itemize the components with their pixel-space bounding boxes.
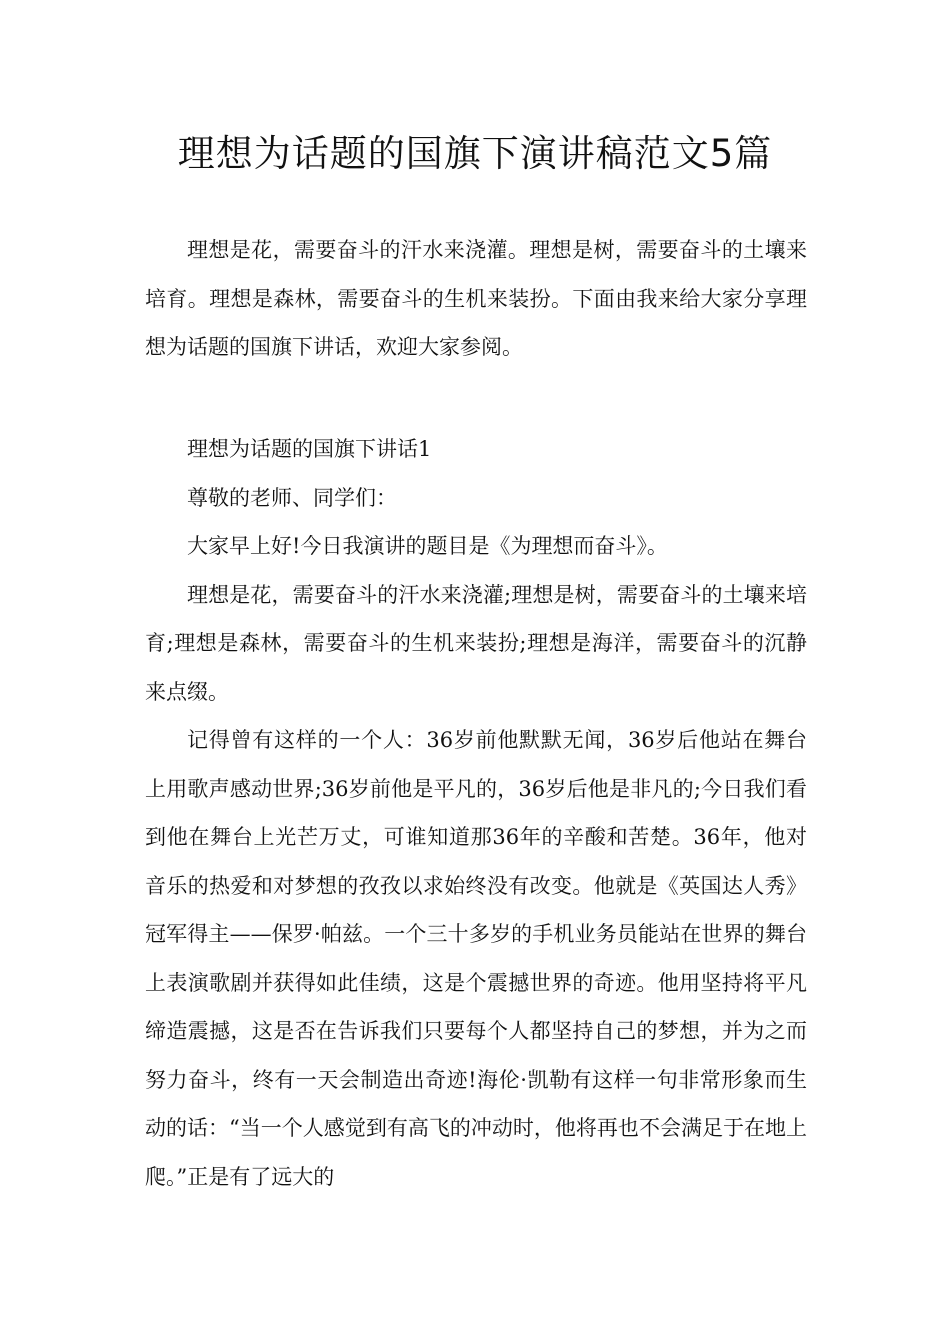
speech-section — [145, 425, 807, 1201]
intro-section — [145, 226, 807, 372]
speech-heading: 理想为话题的国旗下讲话1 — [187, 437, 432, 461]
body-paragraph: 记得曾有这样的一个人：36岁前他默默无闻，36岁后他站在舞台上用歌声感动世界;36岁前他是平凡的，36岁后他是非凡的;今日我们看到他在舞台上光芒万丈，可谁知道那36年的辛酸和苦楚。36年，他对音乐的热爱和对梦想的孜孜以求始终没有改变。他就是《英国达人秀》冠军得主——保罗·帕兹。一个三十多岁的手机业务员能站在世界的舞台上表演歌剧并获得如此佳绩，这是个震撼世界的奇迹。他用坚持将平凡缔造震撼，这是否在告诉我们只要每个人都坚持自己的梦想，并为之而努力奋斗，终有一天会制造出奇迹!海伦·凯勒有这样一句非常形象而生动的话：“当一个人感觉到有高飞的冲动时，他将再也不会满足于在地上爬。”正是有了远大的 — [145, 728, 807, 1189]
salutation: 尊敬的老师、同学们： — [187, 485, 397, 510]
intro-paragraph: 理想是花，需要奋斗的汗水来浇灌。理想是树，需要奋斗的土壤来培育。理想是森林，需要奋斗的生机来装扮。下面由我来给大家分享理想为话题的国旗下讲话，欢迎大家参阅。 — [145, 238, 807, 359]
body-paragraph: 理想是花，需要奋斗的汗水来浇灌;理想是树，需要奋斗的土壤来培育;理想是森林，需要奋斗的生机来装扮;理想是海洋，需要奋斗的沉静来点缀。 — [145, 582, 807, 704]
document-title: 理想为话题的国旗下演讲稿范文5篇 — [177, 132, 773, 175]
greeting-paragraph: 大家早上好!今日我演讲的题目是《为理想而奋斗》。 — [187, 534, 668, 558]
